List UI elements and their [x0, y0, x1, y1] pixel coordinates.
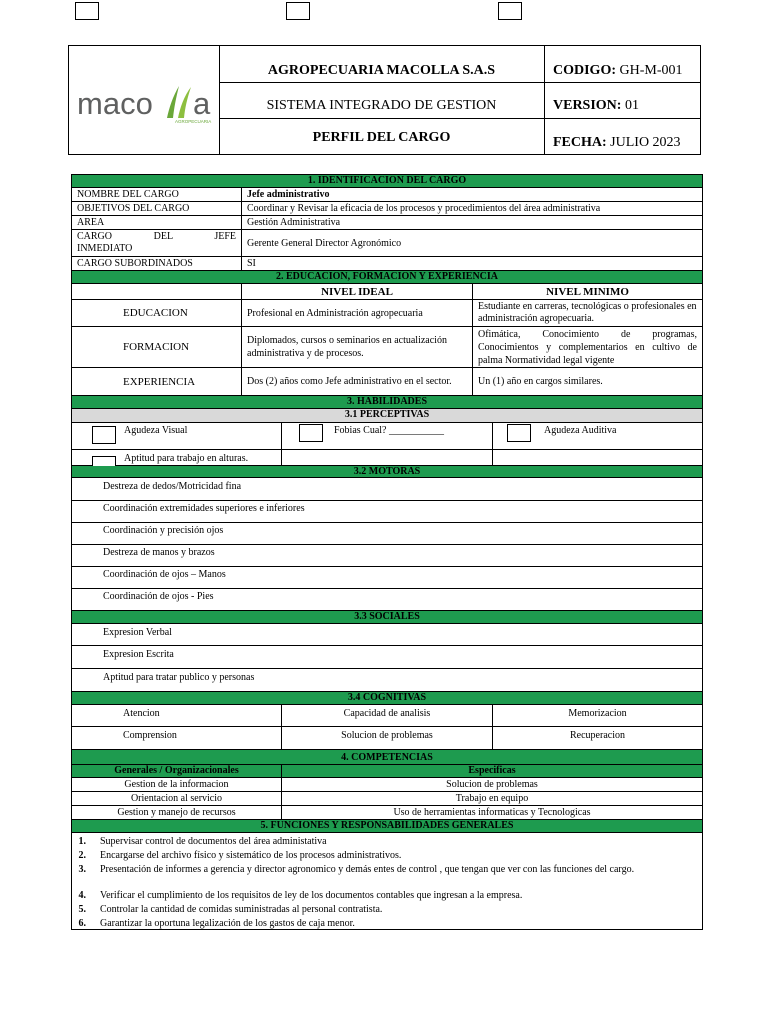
s1-row-jefe: CARGO DEL JEFE INMEDIATO Gerente General Director Agronómico [72, 230, 702, 257]
section-1-title: 1. IDENTIFICACION DEL CARGO [72, 175, 702, 188]
sociales-item-3: Aptitud para tratar publico y personas [72, 669, 702, 692]
function-item-2: 2. Encargarse del archivo físico y sistemático de los procesos administrativos. [78, 850, 402, 861]
s1-row-nombre: NOMBRE DEL CARGO Jefe administrativo [72, 188, 702, 202]
function-item-1: 1. Supervisar control de documentos del área administativa [78, 836, 327, 847]
motoras-item-3: Coordinación y precisión ojos [72, 523, 702, 545]
job-profile-form [71, 174, 703, 930]
document-header [68, 45, 701, 155]
checkbox-agudeza-auditiva[interactable] [507, 424, 531, 442]
motoras-item-1: Destreza de dedos/Motricidad fina [72, 478, 702, 501]
function-item-6: 6. Garantizar la oportuna legalización de los gastos de caja menor. [78, 918, 355, 929]
version-field: VERSION: 01 [553, 98, 639, 113]
s3-perceptivas-row-2: Aptitud para trabajo en alturas. [72, 450, 702, 466]
s2-row-educacion: EDUCACION Profesional en Administración agropecuaria Estudiante en carreras, tecnológicas o profesionales en administración agropecuaria. [72, 300, 702, 327]
function-item-4: 4. Verificar el cumplimiento de los requisitos de ley de los documentos contables que ingresan a la empresa. [78, 890, 523, 901]
motoras-item-6: Coordinación de ojos - Pies [72, 589, 702, 611]
motoras-item-4: Destreza de manos y brazos [72, 545, 702, 567]
sociales-item-1: Expresion Verbal [72, 624, 702, 646]
section-4-title: 4. COMPETENCIAS [72, 750, 702, 765]
s3-cognitivas-title: 3.4 COGNITIVAS [72, 692, 702, 705]
svg-text:a: a [193, 86, 211, 121]
function-item-3: 3. Presentación de informes a gerencia y director agronomico y demás entes de control , que tengan que ver con las funciones del cargo. [78, 864, 635, 875]
checkbox-agudeza-visual[interactable] [92, 426, 116, 444]
system-name: SISTEMA INTEGRADO DE GESTION [266, 98, 497, 113]
svg-text:AGROPECUARIA: AGROPECUARIA [175, 119, 212, 124]
cognitivas-row-2: Comprension Solucion de problemas Recuperacion [72, 727, 702, 750]
s4-row-3: Gestion y manejo de recursos Uso de herramientas informaticas y Tecnologicas [72, 806, 702, 820]
company-name: AGROPECUARIA MACOLLA S.A.S [267, 63, 496, 78]
s2-header-row: NIVEL IDEAL NIVEL MINIMO [72, 284, 702, 300]
macolla-logo [75, 84, 225, 124]
top-checkbox-1[interactable] [75, 2, 99, 20]
code-field: CODIGO: GH-M-001 [553, 63, 683, 78]
s1-row-objetivos: OBJETIVOS DEL CARGO Coordinar y Revisar la eficacia de los procesos y procedimientos del área administrativa [72, 202, 702, 216]
section-2-title: 2. EDUCACION, FORMACION Y EXPERIENCIA [72, 271, 702, 284]
s2-row-formacion: FORMACION Diplomados, cursos o seminarios en actualización administrativa y de procesos. Ofimática, Conocimiento de programas, Conocimientos y complementarios en cultivo de palma Normatividad legal vigente [72, 327, 702, 368]
section-3-title: 3. HABILIDADES [72, 396, 702, 409]
cognitivas-row-1: Atencion Capacidad de analisis Memorizacion [72, 705, 702, 727]
macolla-logo-graphic [75, 84, 225, 124]
s1-row-subordinados: CARGO SUBORDINADOS SI [72, 257, 702, 271]
functions-list [72, 834, 702, 930]
section-5-title: 5. FUNCIONES Y RESPONSABILIDADES GENERALES [72, 820, 702, 833]
checkbox-fobias[interactable] [299, 424, 323, 442]
motoras-item-2: Coordinación extremidades superiores e inferiores [72, 501, 702, 523]
s1-row-area: AREA Gestión Administrativa [72, 216, 702, 230]
s3-sociales-title: 3.3 SOCIALES [72, 611, 702, 624]
s3-motoras-title: 3.2 MOTORAS [72, 466, 702, 478]
top-checkbox-3[interactable] [498, 2, 522, 20]
s4-header-row: Generales / Organizacionales Especificas [72, 765, 702, 778]
motoras-item-5: Coordinación de ojos – Manos [72, 567, 702, 589]
s2-row-experiencia: EXPERIENCIA Dos (2) años como Jefe administrativo en el sector. Un (1) año en cargos similares. [72, 368, 702, 396]
s3-perceptivas-title: 3.1 PERCEPTIVAS [72, 409, 702, 423]
document-title: PERFIL DEL CARGO [312, 130, 451, 145]
function-item-5: 5. Controlar la cantidad de comidas suministradas al personal contratista. [78, 904, 383, 915]
s3-perceptivas-row-1: Agudeza Visual Fobias Cual? ___________ Agudeza Auditiva [72, 423, 702, 450]
top-checkbox-2[interactable] [286, 2, 310, 20]
s4-row-1: Gestion de la informacion Solucion de problemas [72, 778, 702, 792]
sociales-item-2: Expresion Escrita [72, 646, 702, 669]
s4-row-2: Orientacion al servicio Trabajo en equipo [72, 792, 702, 806]
svg-text:maco: maco [77, 86, 153, 121]
date-field: FECHA: JULIO 2023 [553, 135, 681, 150]
